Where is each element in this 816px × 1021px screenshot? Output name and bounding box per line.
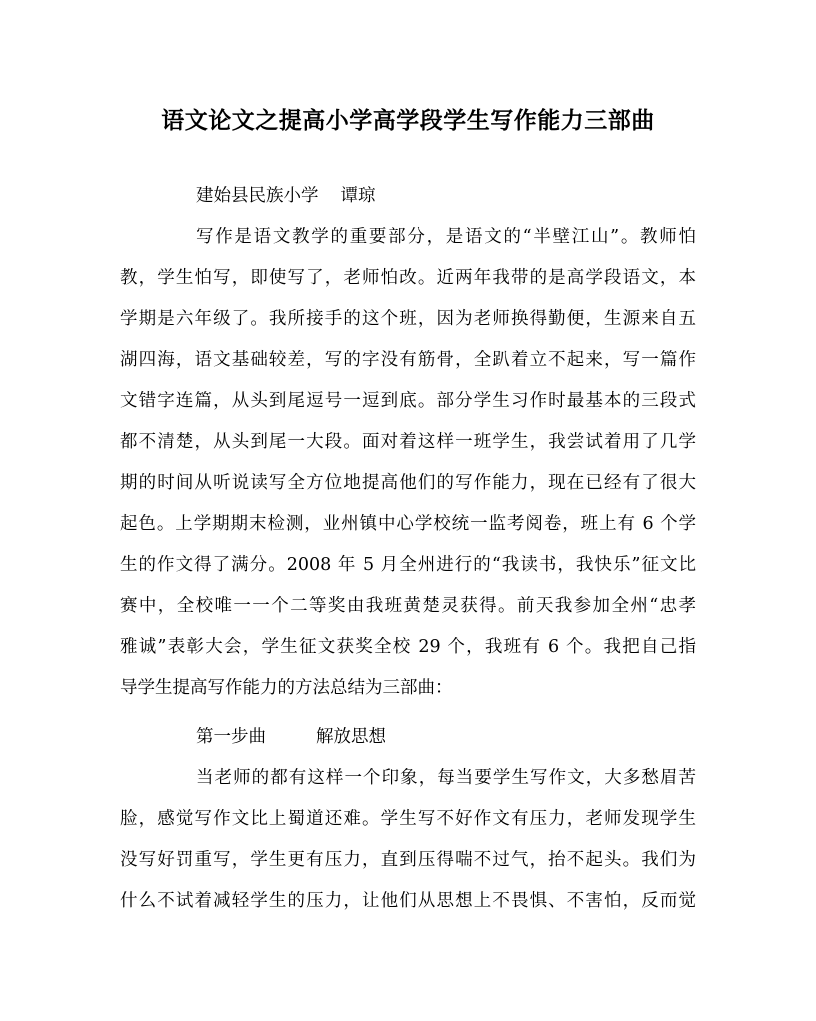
- author-line: [196, 183, 376, 209]
- section-heading: [196, 724, 386, 750]
- paragraph-line: 赛中，全校唯一一个二等奖由我班黄楚灵获得。前天我参加全州“忠孝: [120, 596, 696, 616]
- section-step: 第一步曲: [196, 727, 266, 747]
- paragraph-line: 湖四海，语文基础较差，写的字没有筋骨，全趴着立不起来，写一篇作: [120, 350, 696, 370]
- author-name: 谭琼: [340, 186, 376, 206]
- paragraph-line: 脸，感觉写作文比上蜀道还难。学生写不好作文有压力，老师发现学生: [120, 809, 696, 829]
- paragraph-line: 文错字连篇，从头到尾逗号一逗到底。部分学生习作时最基本的三段式: [120, 391, 696, 411]
- paragraph-line: 学期是六年级了。我所接手的这个班，因为老师换得勤便，生源来自五: [120, 309, 696, 329]
- paragraph-line: 雅诚”表彰大会，学生征文获奖全校 29 个，我班有 6 个。我把自己指: [120, 637, 696, 657]
- paragraph-line: 当老师的都有这样一个印象，每当要学生写作文，大多愁眉苦: [196, 768, 696, 788]
- author-school: 建始县民族小学: [196, 186, 319, 206]
- paragraph-line: 写作是语文教学的重要部分，是语文的“半壁江山”。教师怕: [196, 227, 696, 247]
- paragraph-line: 生的作文得了满分。2008 年 5 月全州进行的“我读书，我快乐”征文比: [120, 555, 696, 575]
- section-title: 解放思想: [316, 727, 386, 747]
- document-title: 语文论文之提高小学高学段学生写作能力三部曲: [161, 107, 655, 134]
- paragraph-line: 教，学生怕写，即使写了，老师怕改。近两年我带的是高学段语文，本: [120, 268, 696, 288]
- paragraph-line: 都不清楚，从头到尾一大段。面对着这样一班学生，我尝试着用了几学: [120, 432, 696, 452]
- paragraph-line: 起色。上学期期末检测，业州镇中心学校统一监考阅卷，班上有 6 个学: [120, 514, 696, 534]
- paragraph-line: 什么不试着减轻学生的压力，让他们从思想上不畏惧、不害怕，反而觉: [120, 891, 696, 911]
- paragraph-line: 没写好罚重写，学生更有压力，直到压得喘不过气，抬不起头。我们为: [120, 850, 696, 870]
- paragraph-line: 导学生提高写作能力的方法总结为三部曲：: [120, 678, 453, 698]
- paragraph-line: 期的时间从听说读写全方位地提高他们的写作能力，现在已经有了很大: [120, 473, 696, 493]
